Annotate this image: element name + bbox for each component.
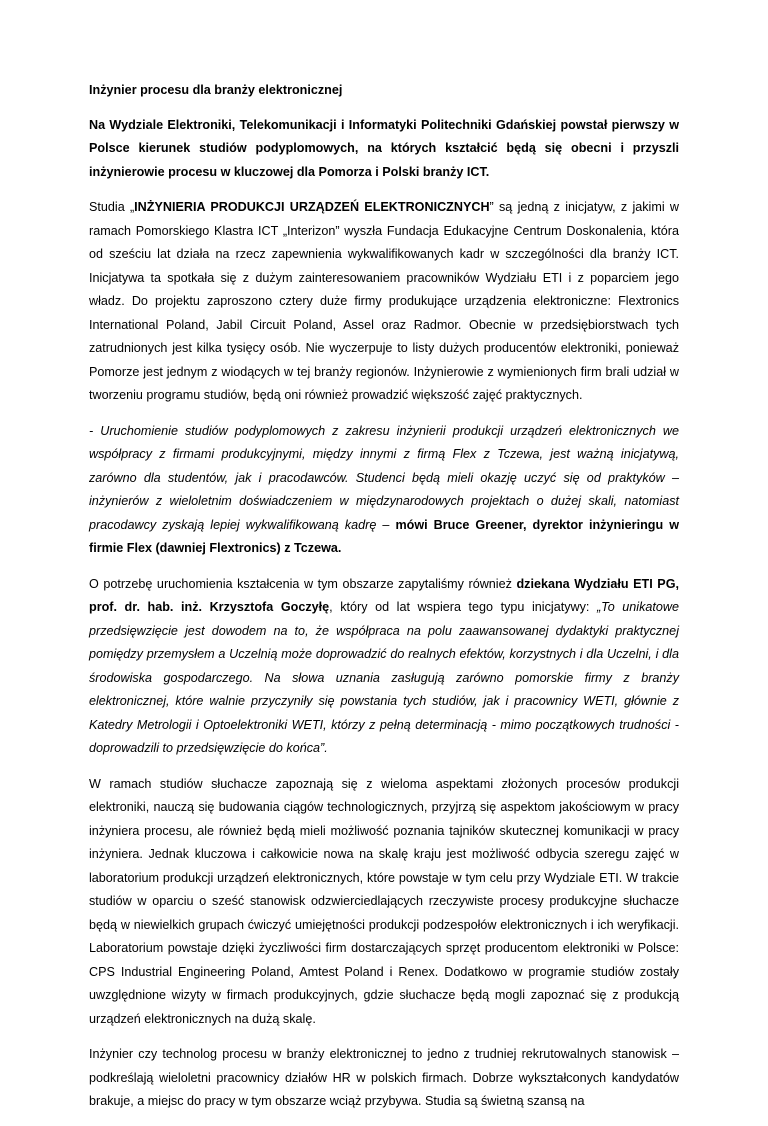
quote-attribution: mówi Bruce Greener, dyrektor inżynieringu w firmie Flex (dawniej Flextronics) z Tczewa. xyxy=(89,517,679,555)
quote-text: „To unikatowe przedsięwzięcie jest dowodem na to, że współpraca na polu zaawansowanej dydaktyki praktycznej pomiędzy przemysłem a Uczelnią może doprowadzić do realnych efektów, korzystnych i dla Uczelni, i dla środowiska gospodarczego. Na słowa uznania zasługują zarówno pomorskie firmy z branży elektronicznej, które walnie przyczyniły się powstania tych studiów, jak i pracownicy WETI, głównie z Katedry Metrologii i Optoelektroniki WETI, którzy z pełną determinacją - mimo początkowych trudności - doprowadzili to przedsięwzięcie do końca”. xyxy=(89,600,680,755)
lead-paragraph: Na Wydziale Elektroniki, Telekomunikacji i Informatyki Politechniki Gdańskiej powstał pierwszy w Polsce kierunek studiów podyplomowych, na których kształcić będą się obecni i przyszli inżynierowie procesu w kluczowej dla Pomorza i Polski branży ICT. xyxy=(89,117,679,179)
document-page xyxy=(89,79,679,1126)
paragraph-dean-quote xyxy=(89,573,679,761)
paragraph-studies-intro xyxy=(89,196,679,408)
paragraph-greener-quote xyxy=(89,420,679,561)
paragraph-text: , który od lat wspiera tego typu inicjatywy: xyxy=(329,600,597,614)
quote-dash: – xyxy=(376,517,396,532)
paragraph-text: O potrzebę uruchomienia kształcenia w tym obszarze zapytaliśmy również xyxy=(89,576,517,591)
dean-name: dziekana Wydziału ETI PG, prof. dr. hab. inż. Krzysztofa Goczyłę xyxy=(89,576,679,614)
paragraph-curriculum: W ramach studiów słuchacze zapoznają się z wieloma aspektami złożonych procesów produkcji elektroniki, nauczą się budowania ciągów technologicznych, przyjrzą się aspektom jakościowym w pracy inżyniera procesu, ale również będą mieli możliwość poznania tajników skutecznej komunikacji w pracy inżyniera. Jednak kluczowa i całkowicie nowa na skalę kraju jest możliwość odbycia szeregu zajęć w laboratorium produkcji urządzeń elektronicznych, które powstaje w tym celu przy Wydziale ETI. W trakcie studiów w oparciu o sześć stanowisk odzwierciedlających rzeczywiste procesy produkcyjne słuchacze będą w niewielkich grupach ćwiczyć umiejętności produkcji podzespołów elektronicznych i ich weryfikacji. Laboratorium powstaje dzięki życzliwości firm dostarczających sprzęt producentom elektroniki w Polsce: CPS Industrial Engineering Poland, Amtest Poland i Renex. Dodatkowo w programie studiów zostały uwzględnione wizyty w firmach produkcyjnych, gdzie słuchacze będą mogli zapoznać się z produkcją urządzeń elektronicznych na dużą skalę. xyxy=(89,776,679,1026)
paragraph-hr: Inżynier czy technolog procesu w branży elektronicznej to jedno z trudniej rekrutowalnych stanowisk – podkreślają wieloletni pracownicy działów HR w polskich firmach. Dobrze wykształconych kandydatów brakuje, a miejsc do pracy w tym obszarze wciąż przybywa. Studia są świetną szansą na xyxy=(89,1047,679,1108)
quote-text: - Uruchomienie studiów podyplomowych z zakresu inżynierii produkcji urządzeń elektronicznych we współpracy z firmami produkcyjnymi, między innymi z firmą Flex z Tczewa, jest ważną inicjatywą, zarówno dla studentów, jak i pracodawców. Studenci będą mieli okazję uczyć się od praktyków – inżynierów z wieloletnim doświadczeniem w międzynarodowych projektach o dużej skali, natomiast pracodawcy zyskają lepiej wykwalifikowaną kadrę xyxy=(89,423,679,532)
program-name: INŻYNIERIA PRODUKCJI URZĄDZEŃ ELEKTRONICZNYCH xyxy=(134,200,490,214)
paragraph-text: ” są jedną z inicjatyw, z jakimi w ramach Pomorskiego Klastra ICT „Interizon” wyszła Fundacja Edukacyjne Centrum Doskonalenia, która od sześciu lat działa na rzecz zapewnienia wykwalifikowanych kadr w szczególności dla branży ICT. Inicjatywa ta spotkała się z dużym zainteresowaniem pracowników Wydziału ETI i z poparciem jego władz. Do projektu zaproszono cztery duże firmy produkujące urządzenia elektroniczne: Flextronics International Poland, Jabil Circuit Poland, Assel oraz Radmor. Obecnie w przedsiębiorstwach tych zatrudnionych jest kilka tysięcy osób. Nie wyczerpuje to listy dużych producentów elektroniki, ponieważ Pomorze jest jednym z wiodących w tej branży regionów. Inżynierowie z wymienionych firm brali udział w tworzeniu programu studiów, będą oni również prowadzić większość zajęć praktycznych. xyxy=(89,200,679,402)
document-title: Inżynier procesu dla branży elektronicznej xyxy=(89,83,343,97)
paragraph-text: Studia „ xyxy=(89,200,135,214)
